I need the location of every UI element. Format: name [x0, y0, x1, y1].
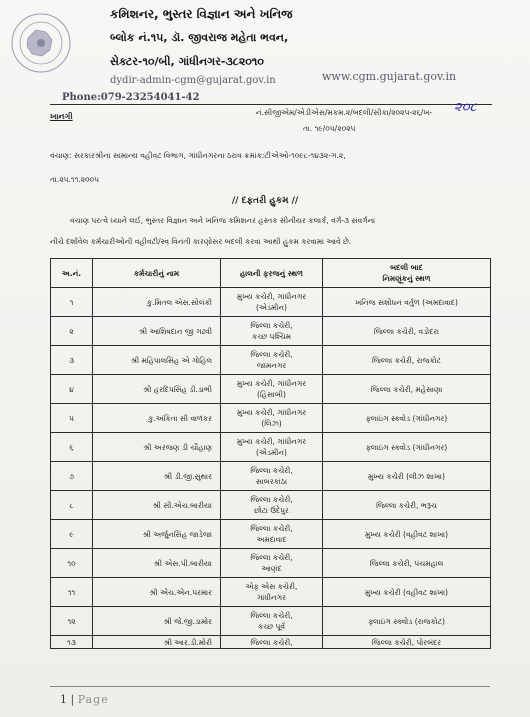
cell-employee-name: શ્રી ડી.જી.સુથાર: [93, 462, 221, 491]
cell-employee-name: કુ.અંકિતા સી વાળંકર: [93, 404, 221, 433]
table-header-row: [51, 259, 491, 288]
table-row: [51, 578, 491, 607]
cell-new-posting: જિલ્લા કચેરી, મહેસાણા: [323, 375, 491, 404]
cell-employee-name: શ્રી હરદિપસિંહ ડી.ડાભી: [93, 375, 221, 404]
header-website: www.cgm.gujarat.gov.in: [322, 70, 457, 83]
cell-new-posting: ફ્લાઇંગ સ્ક્વોડ (રાજકોટ): [323, 607, 491, 636]
cell-new-posting: ફ્લાઇંગ સ્ક્વોડ (ગાંધીનગર): [323, 433, 491, 462]
current-posting-line2: (લિઝ): [261, 419, 282, 428]
table-row: [51, 636, 491, 649]
table-row: [51, 375, 491, 404]
current-posting-line1: જિલ્લા કચેરી,: [250, 637, 293, 647]
table-row: [51, 549, 491, 578]
cell-employee-name: શ્રી આશિષદાન જી ગઢવી: [93, 317, 221, 346]
cell-sr-no: ૩: [51, 346, 93, 375]
cell-current-posting: [221, 404, 323, 433]
cell-sr-no: ૧૦: [51, 549, 93, 578]
current-posting-line1: જિલ્લા કચેરી,: [250, 350, 293, 359]
current-posting-line1: મુખ્ય કચેરી, ગાંધીનગર: [236, 408, 307, 417]
cell-new-posting: ખનિજ સંશોધન વર્તુળ (અમદાવાદ): [323, 288, 491, 317]
header-new-posting-line1: બદલી બાદ: [390, 263, 423, 272]
cell-current-posting: [221, 317, 323, 346]
table-row: [51, 520, 491, 549]
cell-new-posting: મુખ્ય કચેરી (વહીવટ શાખા): [323, 578, 491, 607]
header-new-posting-line2: નિમણૂંકનું સ્થળ: [382, 274, 431, 283]
cell-employee-name: શ્રી સી.એચ.બારીયા: [93, 491, 221, 520]
header-new-posting: [323, 259, 491, 288]
cell-current-posting: [221, 491, 323, 520]
current-posting-line2: (એડમીન): [256, 303, 287, 312]
table-row: [51, 607, 491, 636]
current-posting-line1: એફ એસ કચેરી,: [245, 582, 298, 591]
cell-employee-name: શ્રી અરજણ ડી ચૌહાણ: [93, 433, 221, 462]
cell-employee-name: શ્રી આર.ડી.મોરી: [93, 636, 221, 649]
page-number-label: Page: [77, 693, 109, 706]
order-title: // દફતરી હુકમ //: [231, 196, 299, 206]
cell-new-posting: જિલ્લા કચેરી, પંચમહાલ: [323, 549, 491, 578]
cell-current-posting: [221, 462, 323, 491]
cell-new-posting: જિલ્લા કચેરી, પોરબંદર: [323, 636, 491, 649]
cell-current-posting: [221, 520, 323, 549]
reference-number: નં.સીજીએમ/એડીએસ/મકમ.૨/બદલી/સીકા/૨૦૨૫-૨૬/ખ-: [256, 108, 433, 117]
current-posting-line2: કચ્છ પૂર્વ: [257, 622, 286, 631]
cell-sr-no: ૧૧: [51, 578, 93, 607]
page-number-value: 1: [60, 693, 67, 706]
cell-sr-no: ૧: [51, 288, 93, 317]
current-posting-line2: છોટા ઉદેપુર: [254, 506, 289, 515]
cell-current-posting: [221, 578, 323, 607]
current-posting-line1: જિલ્લા કચેરી,: [250, 466, 293, 475]
cell-new-posting: મુખ્ય કચેરી (લીઝ શાખા): [323, 462, 491, 491]
cell-employee-name: શ્રી એસ.પી.બારીયા: [93, 549, 221, 578]
cell-sr-no: ૧૩: [51, 636, 93, 649]
current-posting-line1: મુખ્ય કચેરી, ગાંધીનગર: [236, 437, 307, 446]
cell-employee-name: શ્રી અર્જુનસિંહ જાડેજા: [93, 520, 221, 549]
current-posting-line2: જામનગર: [256, 361, 287, 370]
table-row: [51, 317, 491, 346]
cell-sr-no: ૪: [51, 375, 93, 404]
cell-employee-name: શ્રી મહિપાલસિંહ એ ગોહિલ: [93, 346, 221, 375]
footer-divider: [50, 686, 490, 687]
current-posting-line2: ગાંધીનગર: [257, 593, 286, 602]
table-row: [51, 491, 491, 520]
current-posting-line2: (એડમીન): [256, 448, 287, 457]
header-divider: [50, 104, 492, 105]
cell-sr-no: ૧૨: [51, 607, 93, 636]
cell-current-posting: [221, 346, 323, 375]
reference-handwritten-number: ૨૦૮: [454, 100, 477, 115]
current-posting-line1: જિલ્લા કચેરી,: [250, 524, 293, 533]
cell-new-posting: ફ્લાઇંગ સ્ક્વોડ (ગાંધીનગર): [323, 404, 491, 433]
page-number: [60, 693, 109, 706]
page-number-separator: |: [70, 693, 78, 706]
cell-employee-name: કુ.મિતલ એસ.સોલંકી: [93, 288, 221, 317]
table-row: [51, 404, 491, 433]
cell-employee-name: શ્રી એચ.એન.પરમાર: [93, 578, 221, 607]
current-posting-line2: અમદાવાદ: [256, 535, 287, 544]
current-posting-line1: જિલ્લા કચેરી,: [250, 553, 293, 562]
cell-new-posting: જિલ્લા કચેરી, ભરૂચ: [323, 491, 491, 520]
current-posting-line2: કચ્છ પશ્ચિમ: [251, 332, 291, 341]
cell-new-posting: મુખ્ય કચેરી (વહીવટ શાખા): [323, 520, 491, 549]
header-sr-no: અ.નં.: [51, 259, 93, 288]
cell-new-posting: જિલ્લા કચેરી, રાજકોટ: [323, 346, 491, 375]
cell-current-posting: [221, 288, 323, 317]
cell-sr-no: ૫: [51, 404, 93, 433]
table-row: [51, 462, 491, 491]
cell-sr-no: ૯: [51, 520, 93, 549]
cell-sr-no: ૭: [51, 462, 93, 491]
read-reference-line1: વંચાણ: સરકારશ્રીના સામાન્ય વહીવટ વિભાગ, ગાંધીનગરના ઠરાવ ક્રમાંક:ટીએઓ-૧૦૯૮-૧૪૩૨-ગ.૨,: [50, 151, 346, 160]
order-body-line1: વંચાણ પરત્વે ધ્યાને લઈ, ભુસ્તર વિજ્ઞાન અને ખનિજ કમિશનર હસ્તક સીનીયર કલાર્ક, વર્ગ-૩ સંવર્ગના: [70, 216, 376, 225]
department-seal-logo: [10, 12, 72, 74]
cell-current-posting: [221, 375, 323, 404]
current-posting-line1: મુખ્ય કચેરી, ગાંધીનગર: [236, 292, 307, 301]
header-email: dydir-admin-cgm@gujarat.gov.in: [110, 75, 276, 86]
table-row: [51, 433, 491, 462]
order-body-line2: નીચે દર્શાવેલ કર્મચારીઓની વહીવટી/સ્વ વિનંતી કારણોસર બદલી કરવા આથી હુકમ કરવામાં આવે છે.: [50, 237, 352, 246]
header-phone: Phone:079-23254041-42: [62, 92, 200, 103]
cell-new-posting: જિલ્લા કચેરી, વડોદરા: [323, 317, 491, 346]
read-reference-line2: તા.૨૫.૧૧.૨૦૦૫: [50, 175, 100, 184]
private-label: ખાનગી: [50, 112, 73, 121]
transfer-table: [50, 258, 491, 649]
header-address-line2: સેક્ટર-૧૦/બી, ગાંધીનગર-૩૮૨૦૧૦: [110, 55, 264, 68]
current-posting-line2: સાબરકાંઠા: [255, 477, 288, 486]
cell-current-posting: [221, 549, 323, 578]
header-employee-name: કર્મચારીનું નામ: [93, 259, 221, 288]
cell-current-posting: [221, 636, 323, 649]
cell-sr-no: ૨: [51, 317, 93, 346]
current-posting-line2: (હિસાબી): [257, 390, 286, 399]
table-row: [51, 288, 491, 317]
table-row: [51, 346, 491, 375]
order-date: તા. ૧૯/૦૫/૨૦૨૫: [303, 124, 356, 133]
cell-sr-no: ૬: [51, 433, 93, 462]
current-posting-line1: જિલ્લા કચેરી,: [250, 611, 293, 620]
header-current-posting: હાલની ફરજનું સ્થળ: [221, 259, 323, 288]
current-posting-line1: મુખ્ય કચેરી, ગાંધીનગર: [236, 379, 307, 388]
current-posting-line2: આણંદ: [261, 564, 282, 573]
cell-current-posting: [221, 433, 323, 462]
cell-employee-name: શ્રી જે.જી.ડામોર: [93, 607, 221, 636]
header-address-line1: બ્લોક નં.૧૫, ડૉ. જીવરાજ મહેતા ભવન,: [110, 31, 289, 44]
current-posting-line1: જિલ્લા કચેરી,: [250, 321, 293, 330]
cell-sr-no: ૮: [51, 491, 93, 520]
header-office-title: કમિશનર, ભુસ્તર વિજ્ઞાન અને ખનિજ: [110, 7, 293, 21]
current-posting-line1: જિલ્લા કચેરી,: [250, 495, 293, 504]
cell-current-posting: [221, 607, 323, 636]
